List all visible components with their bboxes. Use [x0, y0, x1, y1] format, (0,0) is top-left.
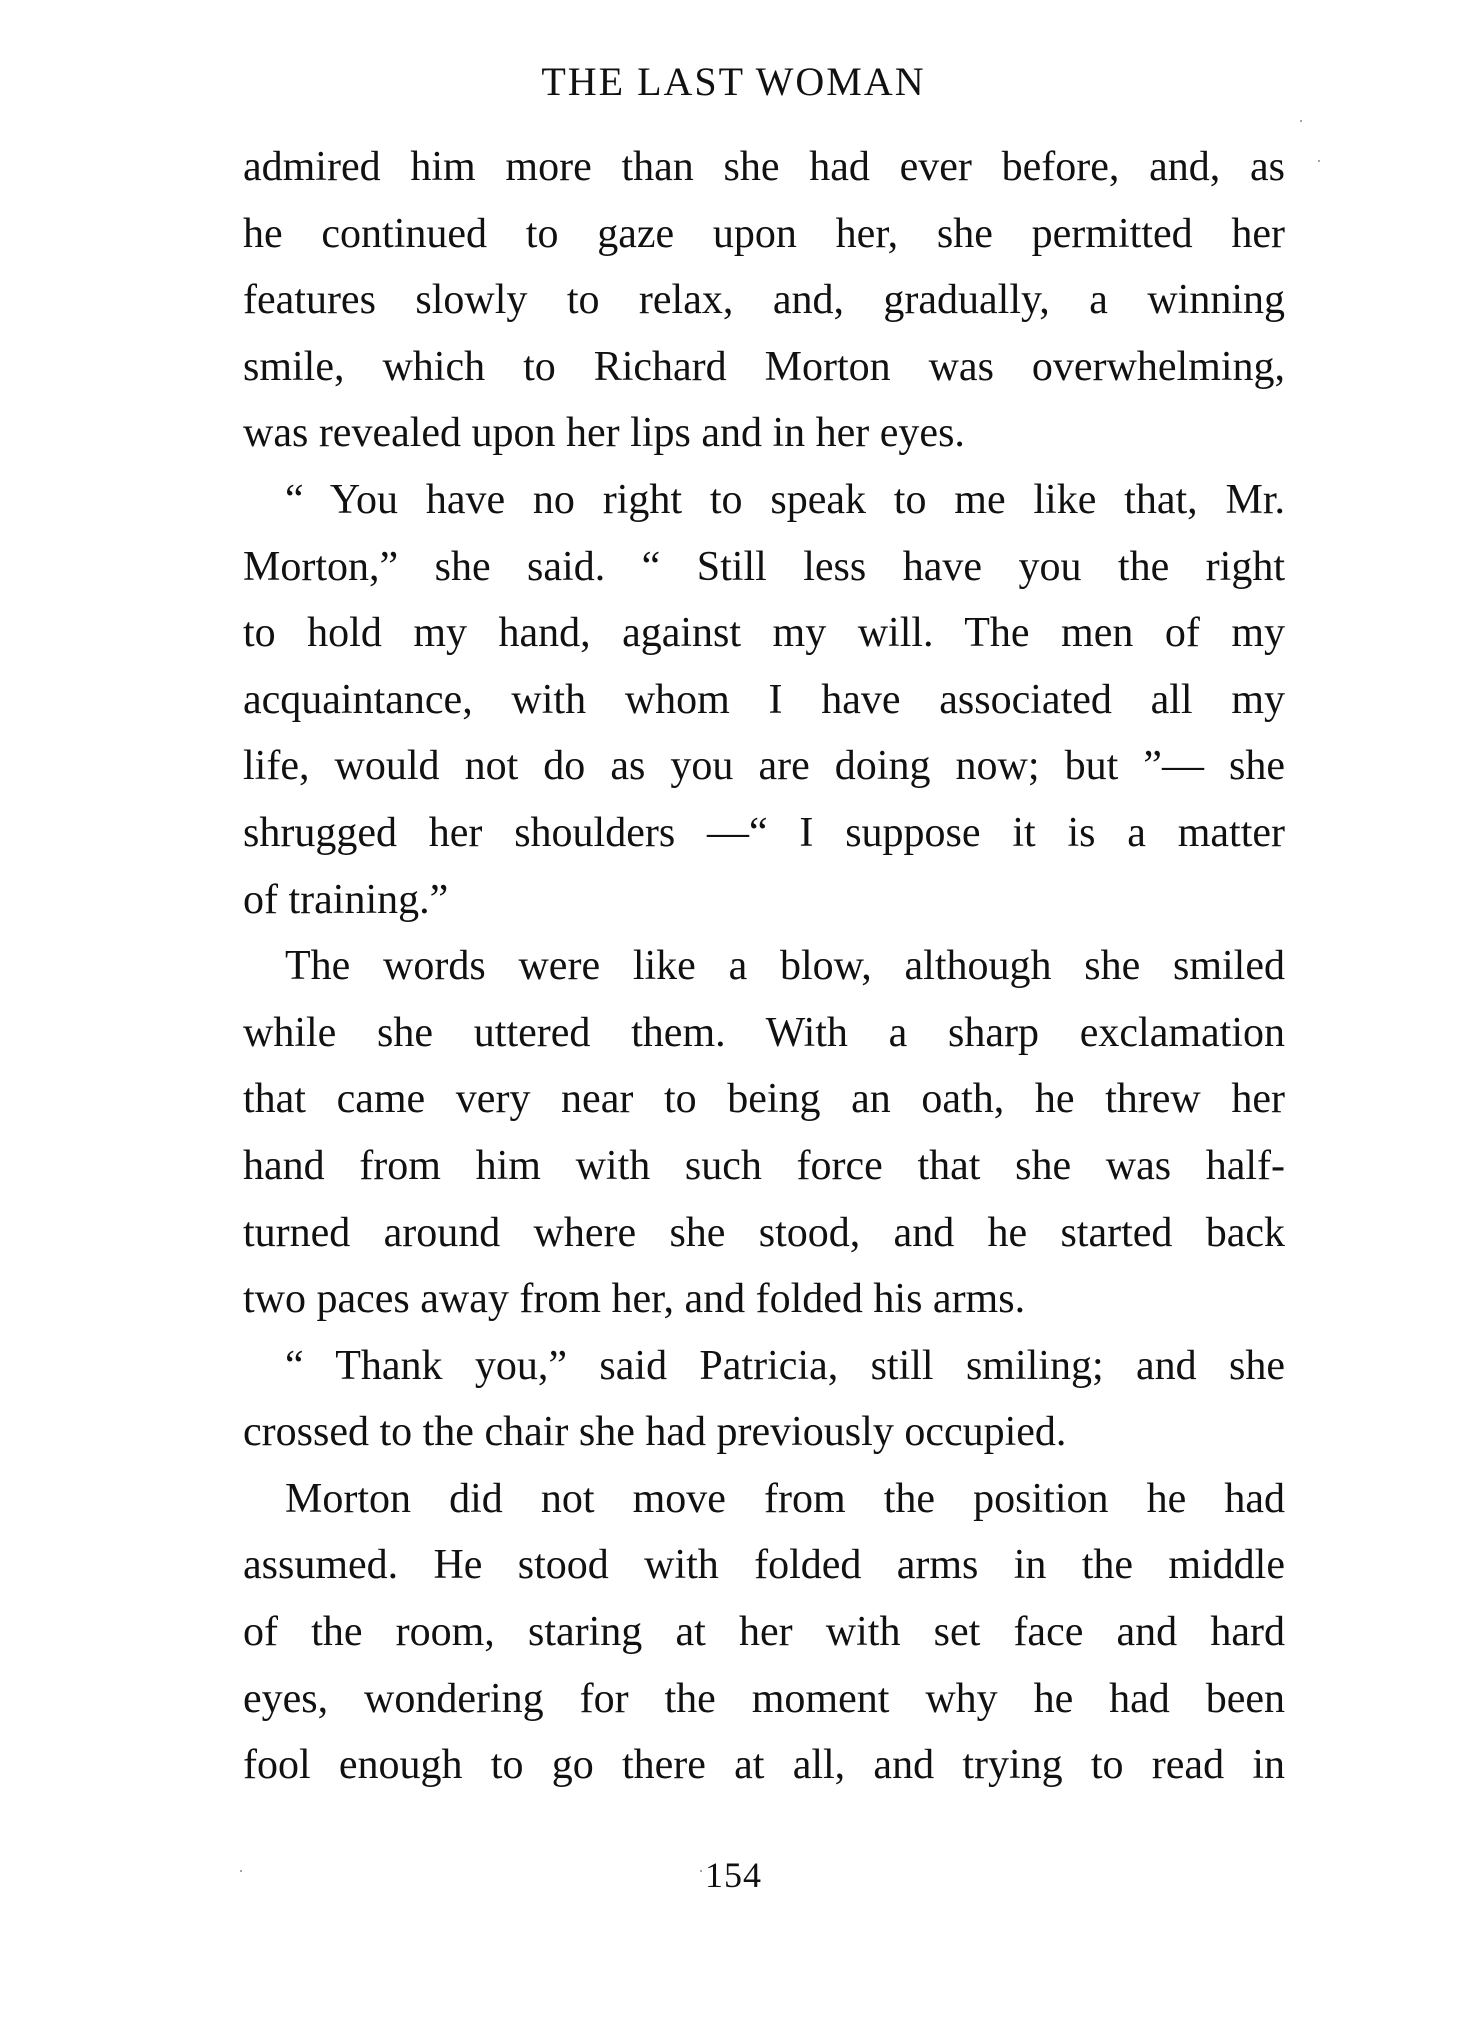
- page-number: 154: [705, 1855, 762, 1895]
- text-line: life, would not do as you are doing now; but ”— she: [243, 743, 1285, 790]
- text-line: The words were like a blow, although she smiled: [285, 943, 1285, 990]
- text-line: of training.”: [243, 876, 449, 923]
- text-line: crossed to the chair she had previously occupied.: [243, 1409, 1067, 1456]
- text-line: he continued to gaze upon her, she permitted her: [243, 210, 1285, 257]
- text-line: “ Thank you,” said Patricia, still smiling; and she: [285, 1342, 1285, 1389]
- text-line: smile, which to Richard Morton was overwhelming,: [243, 343, 1285, 390]
- text-line: features slowly to relax, and, gradually, a winning: [243, 277, 1285, 324]
- text-line: acquaintance, with whom I have associated all my: [243, 676, 1285, 723]
- text-line: of the room, staring at her with set face and hard: [243, 1609, 1285, 1656]
- text-line: eyes, wondering for the moment why he had been: [243, 1675, 1285, 1722]
- text-line: turned around where she stood, and he started back: [243, 1209, 1285, 1256]
- text-line: admired him more than she had ever before, and, as: [243, 144, 1285, 190]
- text-line: “ You have no right to speak to me like that, Mr.: [285, 476, 1285, 523]
- text-line: while she uttered them. With a sharp exclamation: [243, 1009, 1285, 1056]
- text-line: two paces away from her, and folded his arms.: [243, 1276, 1026, 1323]
- body-text: [243, 134, 1285, 1799]
- text-line: hand from him with such force that she was half-: [243, 1142, 1285, 1189]
- text-line: Morton did not move from the position he had: [285, 1475, 1285, 1522]
- scan-speck: [700, 1870, 702, 1872]
- text-line: fool enough to go there at all, and trying to read in: [243, 1742, 1285, 1789]
- running-head: THE LAST WOMAN: [541, 59, 926, 104]
- scan-speck: [240, 1870, 242, 1872]
- text-line: assumed. He stood with folded arms in the middle: [243, 1542, 1285, 1589]
- text-line: Morton,” she said. “ Still less have you the right: [243, 543, 1285, 590]
- scan-speck: [1300, 120, 1302, 122]
- text-line: was revealed upon her lips and in her eyes.: [243, 410, 965, 457]
- text-line: that came very near to being an oath, he threw her: [243, 1076, 1285, 1123]
- scan-speck: [1318, 160, 1320, 162]
- text-line: to hold my hand, against my will. The men of my: [243, 610, 1285, 657]
- text-line: shrugged her shoulders —“ I suppose it is a matter: [243, 809, 1285, 856]
